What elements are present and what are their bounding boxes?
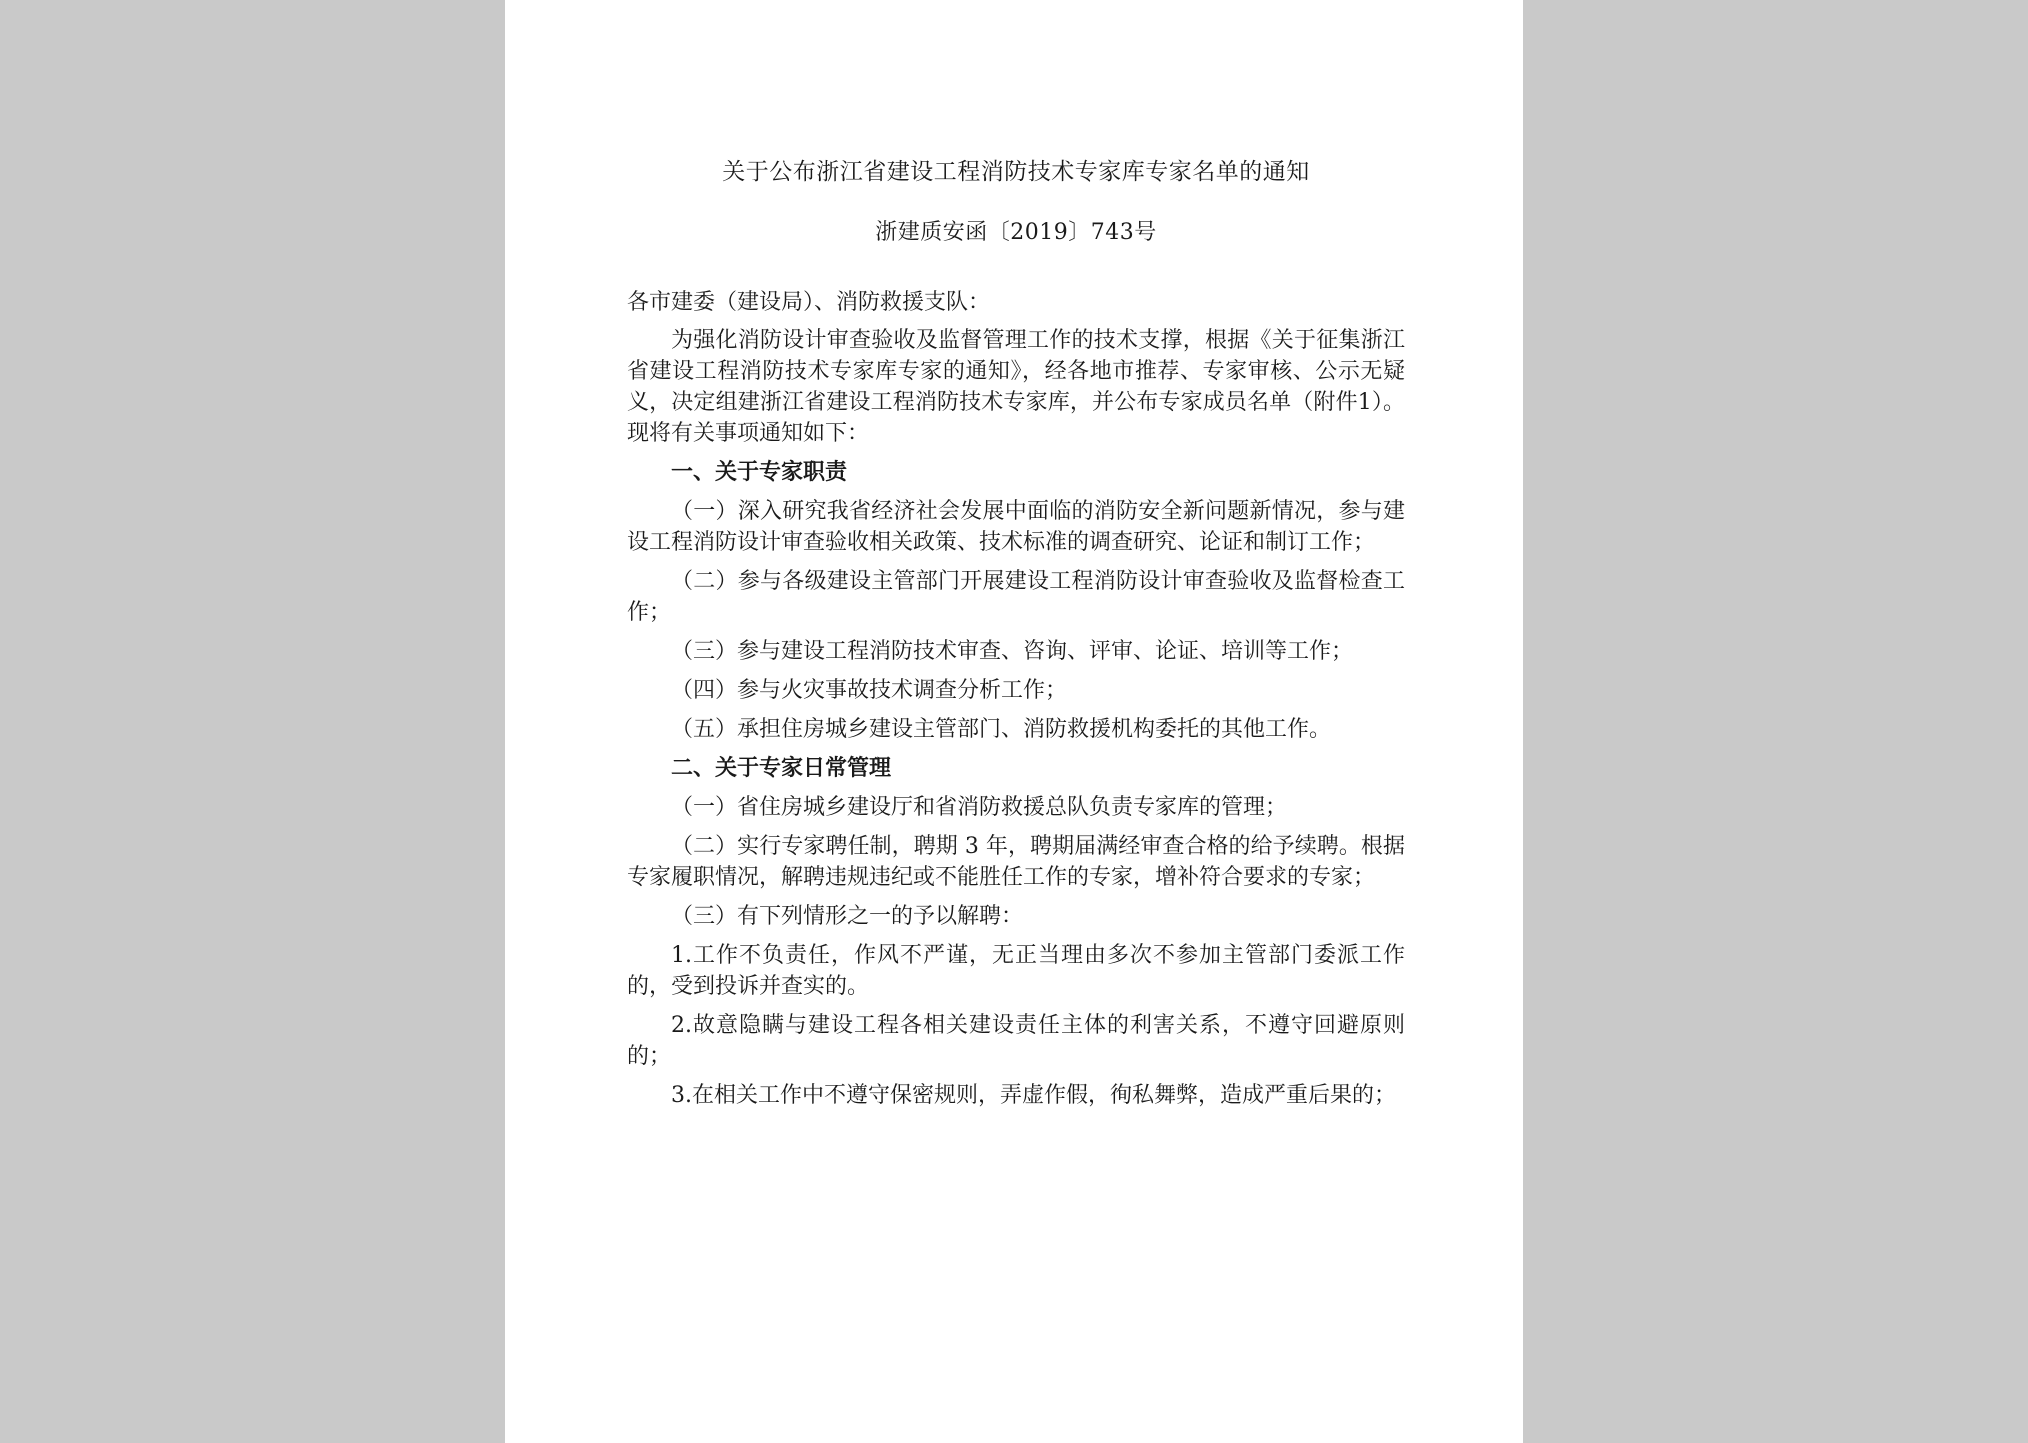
duty-item: （四）参与火灾事故技术调查分析工作； [671,678,1068,703]
duty-item: （三）参与建设工程消防技术审查、咨询、评审、论证、培训等工作； [671,639,1354,664]
dismissal-condition: 3.在相关工作中不遵守保密规则，弄虚作假，徇私舞弊，造成严重后果的； [671,1083,1396,1108]
document-page [505,0,1523,1443]
document-number: 浙建质安函〔2019〕743号 [875,220,1157,245]
salutation: 各市建委（建设局）、消防救援支队： [627,290,991,315]
duty-item: （二）参与各级建设主管部门开展建设工程消防设计审查验收及监督检查工作； [627,569,1405,625]
dismissal-condition: 1.工作不负责任，作风不严谨，无正当理由多次不参加主管部门委派工作的，受到投诉并查实的。 [627,943,1405,999]
management-item: （一）省住房城乡建设厅和省消防救援总队负责专家库的管理； [671,795,1288,820]
dismissal-condition: 2.故意隐瞒与建设工程各相关建设责任主体的利害关系，不遵守回避原则的； [627,1013,1405,1069]
page-content [627,155,1405,1119]
management-item: （二）实行专家聘任制，聘期 3 年，聘期届满经审查合格的给予续聘。根据专家履职情况，解聘违规违纪或不能胜任工作的专家，增补符合要求的专家； [627,834,1405,890]
section-heading-management: 二、关于专家日常管理 [671,756,892,781]
management-item: （三）有下列情形之一的予以解聘： [671,904,1024,929]
document-title: 关于公布浙江省建设工程消防技术专家库专家名单的通知 [722,159,1310,185]
intro-paragraph: 为强化消防设计审查验收及监督管理工作的技术支撑，根据《关于征集浙江省建设工程消防技术专家库专家的通知》，经各地市推荐、专家审核、公示无疑义，决定组建浙江省建设工程消防技术专家库，并公布专家成员名单（附件1）。现将有关事项通知如下： [627,328,1405,446]
section-heading-duties: 一、关于专家职责 [671,460,848,485]
duty-item: （五）承担住房城乡建设主管部门、消防救援机构委托的其他工作。 [671,717,1332,742]
duty-item: （一）深入研究我省经济社会发展中面临的消防安全新问题新情况，参与建设工程消防设计审查验收相关政策、技术标准的调查研究、论证和制订工作； [627,499,1405,555]
